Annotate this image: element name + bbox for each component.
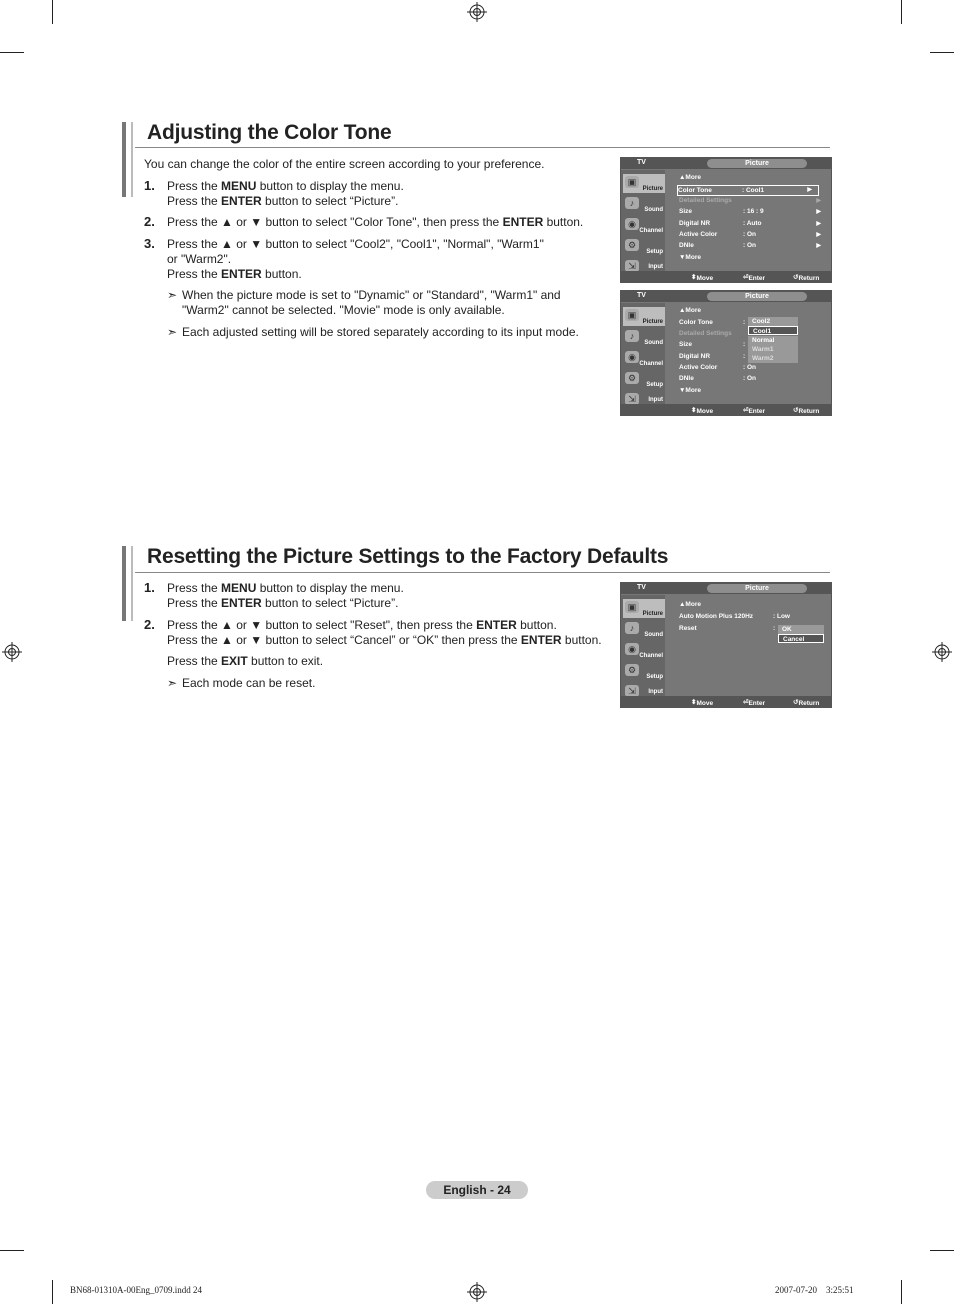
title-rule: [135, 572, 830, 573]
channel-icon: ◉: [625, 643, 639, 655]
step-number: 1.: [144, 580, 155, 595]
note-arrow-icon: ➣: [167, 676, 178, 690]
sidebar-item-picture[interactable]: ▣ Picture: [623, 599, 665, 618]
option-cancel[interactable]: Cancel: [778, 634, 824, 643]
tv-sidebar: [621, 595, 665, 696]
tv-sidebar: [621, 303, 665, 404]
registration-mark-icon: [467, 1282, 487, 1302]
more-down[interactable]: ▼More: [679, 254, 701, 261]
section-title: Adjusting the Color Tone: [147, 121, 392, 144]
option-warm2[interactable]: Warm2: [748, 354, 798, 363]
tv-footer: [621, 404, 831, 415]
sound-icon: ♪: [625, 330, 639, 342]
tv-menu-screen: [620, 157, 832, 283]
sidebar-item-picture[interactable]: ▣ Picture: [623, 307, 665, 326]
menu-row-color-tone[interactable]: Color Tone : Cool1 ▶: [677, 185, 819, 196]
section-title: Resetting the Picture Settings to the Factory Defaults: [147, 545, 669, 568]
menu-row-detailed-settings[interactable]: Detailed Settings: [679, 330, 732, 337]
sidebar-item-channel[interactable]: ◉ Channel: [623, 641, 665, 660]
crop-mark: [901, 0, 902, 24]
menu-row-auto-motion-plus[interactable]: Auto Motion Plus 120Hz : Low: [679, 613, 790, 620]
option-ok[interactable]: OK: [778, 625, 824, 634]
tv-menu-screen: [620, 582, 832, 708]
crop-mark: [52, 1280, 53, 1304]
page-number-badge: English - 24: [426, 1181, 528, 1199]
step-number: 2.: [144, 214, 155, 229]
sound-icon: ♪: [625, 622, 639, 634]
sidebar-item-input[interactable]: ⇲ Input: [623, 391, 665, 404]
tv-label: TV: [637, 584, 646, 591]
move-hint: ⬍ Move: [691, 407, 714, 415]
tv-sidebar: [621, 170, 665, 271]
gear-icon: ⚙: [625, 664, 639, 676]
menu-row-reset[interactable]: Reset :: [679, 625, 776, 632]
file-slug: BN68-01310A-00Eng_0709.indd 24: [70, 1285, 202, 1295]
option-cool2[interactable]: Cool2: [748, 317, 798, 326]
tv-footer: [621, 696, 831, 707]
section-marker: [122, 122, 126, 197]
sidebar-item-sound[interactable]: ♪ Sound: [623, 328, 665, 347]
channel-icon: ◉: [625, 351, 639, 363]
sidebar-item-channel[interactable]: ◉ Channel: [623, 349, 665, 368]
sidebar-item-setup[interactable]: ⚙ Setup: [623, 370, 665, 389]
picture-icon: ▣: [625, 309, 639, 321]
enter-hint: ⏎ Enter: [743, 699, 766, 707]
gear-icon: ⚙: [625, 372, 639, 384]
return-hint: ↺ Return: [793, 699, 820, 707]
sidebar-item-setup[interactable]: ⚙ Setup: [623, 237, 665, 256]
sound-icon: ♪: [625, 197, 639, 209]
channel-icon: ◉: [625, 218, 639, 230]
return-hint: ↺ Return: [793, 274, 820, 282]
step-text: Press the ▲ or ▼ button to select "Color Tone", then press the ENTER button.: [167, 215, 584, 229]
enter-hint: ⏎ Enter: [743, 407, 766, 415]
tv-label: TV: [637, 159, 646, 166]
section-marker: [131, 546, 133, 621]
note: ➣ Each mode can be reset.: [167, 676, 316, 690]
menu-row-size[interactable]: Size : 16 : 9 ▶: [679, 208, 821, 215]
option-warm1[interactable]: Warm1: [748, 345, 798, 354]
note: ➣ When the picture mode is set to "Dynamic" or "Standard", "Warm1" and "Warm2" cannot be selected. "Movie" mode is only available.: [167, 288, 561, 317]
menu-row-detailed-settings[interactable]: Detailed Settings ▶: [679, 197, 821, 204]
sidebar-item-input[interactable]: ⇲ Input: [623, 258, 665, 271]
more-up[interactable]: ▲More: [679, 174, 701, 181]
step-number: 1.: [144, 178, 155, 193]
step-text: Press the MENU button to display the menu. Press the ENTER button to select “Picture”.: [167, 581, 404, 610]
sidebar-item-picture[interactable]: ▣ Picture: [623, 174, 665, 193]
menu-title: Picture: [707, 584, 807, 593]
tv-footer: [621, 271, 831, 282]
picture-icon: ▣: [625, 176, 639, 188]
enter-hint: ⏎ Enter: [743, 274, 766, 282]
tv-label: TV: [637, 292, 646, 299]
crop-mark: [930, 1250, 954, 1251]
input-icon: ⇲: [625, 393, 639, 405]
note-arrow-icon: ➣: [167, 288, 178, 302]
menu-row-digital-nr[interactable]: Digital NR : Auto ▶: [679, 220, 821, 227]
tv-header: [621, 158, 831, 169]
sidebar-item-setup[interactable]: ⚙ Setup: [623, 662, 665, 681]
menu-row-color-tone[interactable]: Color Tone :: [679, 319, 746, 326]
note-arrow-icon: ➣: [167, 325, 178, 339]
crop-mark: [0, 1250, 24, 1251]
step-text: Press the MENU button to display the menu. Press the ENTER button to select “Picture”.: [167, 179, 404, 208]
tv-header: [621, 291, 831, 302]
step-text: Press the ▲ or ▼ button to select "Reset", then press the ENTER button. Press the ▲ or ▼ button to select “Cancel” or “OK” then press the ENTER button.: [167, 618, 602, 647]
crop-mark: [0, 52, 24, 53]
step-number: 3.: [144, 236, 155, 251]
more-up[interactable]: ▲More: [679, 601, 701, 608]
crop-mark: [930, 52, 954, 53]
registration-mark-icon: [2, 642, 22, 662]
section-marker: [122, 546, 126, 621]
exit-text: Press the EXIT button to exit.: [167, 654, 324, 668]
title-rule: [135, 147, 830, 148]
move-hint: ⬍ Move: [691, 274, 714, 282]
menu-row-dnie[interactable]: DNIe : On ▶: [679, 242, 821, 249]
menu-row-active-color[interactable]: Active Color : On ▶: [679, 231, 821, 238]
registration-mark-icon: [467, 2, 487, 22]
option-cool1[interactable]: Cool1: [748, 326, 798, 335]
menu-title: Picture: [707, 159, 807, 168]
option-normal[interactable]: Normal: [748, 336, 798, 345]
menu-row-active-color[interactable]: Active Color : On: [679, 364, 756, 371]
menu-row-digital-nr[interactable]: Digital NR :: [679, 353, 746, 360]
tv-menu-screen: [620, 290, 832, 416]
more-up[interactable]: ▲More: [679, 307, 701, 314]
more-down[interactable]: ▼More: [679, 387, 701, 394]
date-slug: 2007-07-20 3:25:51: [775, 1285, 854, 1295]
input-icon: ⇲: [625, 685, 639, 697]
move-hint: ⬍ Move: [691, 699, 714, 707]
menu-row-dnie[interactable]: DNIe : On: [679, 375, 756, 382]
note: ➣ Each adjusted setting will be stored separately according to its input mode.: [167, 325, 579, 339]
picture-icon: ▣: [625, 601, 639, 613]
sidebar-item-channel[interactable]: ◉ Channel: [623, 216, 665, 235]
input-icon: ⇲: [625, 260, 639, 272]
sidebar-item-sound[interactable]: ♪ Sound: [623, 195, 665, 214]
step-number: 2.: [144, 617, 155, 632]
menu-row-size[interactable]: Size :: [679, 341, 746, 348]
sidebar-item-sound[interactable]: ♪ Sound: [623, 620, 665, 639]
return-hint: ↺ Return: [793, 407, 820, 415]
section-marker: [131, 122, 133, 197]
gear-icon: ⚙: [625, 239, 639, 251]
crop-mark: [901, 1280, 902, 1304]
registration-mark-icon: [932, 642, 952, 662]
tv-header: [621, 583, 831, 594]
menu-title: Picture: [707, 292, 807, 301]
intro-text: You can change the color of the entire screen according to your preference.: [144, 157, 545, 171]
sidebar-item-input[interactable]: ⇲ Input: [623, 683, 665, 696]
step-text: Press the ▲ or ▼ button to select "Cool2", "Cool1", "Normal", "Warm1" or "Warm2". Press the ENTER button.: [167, 237, 544, 281]
crop-mark: [52, 0, 53, 24]
